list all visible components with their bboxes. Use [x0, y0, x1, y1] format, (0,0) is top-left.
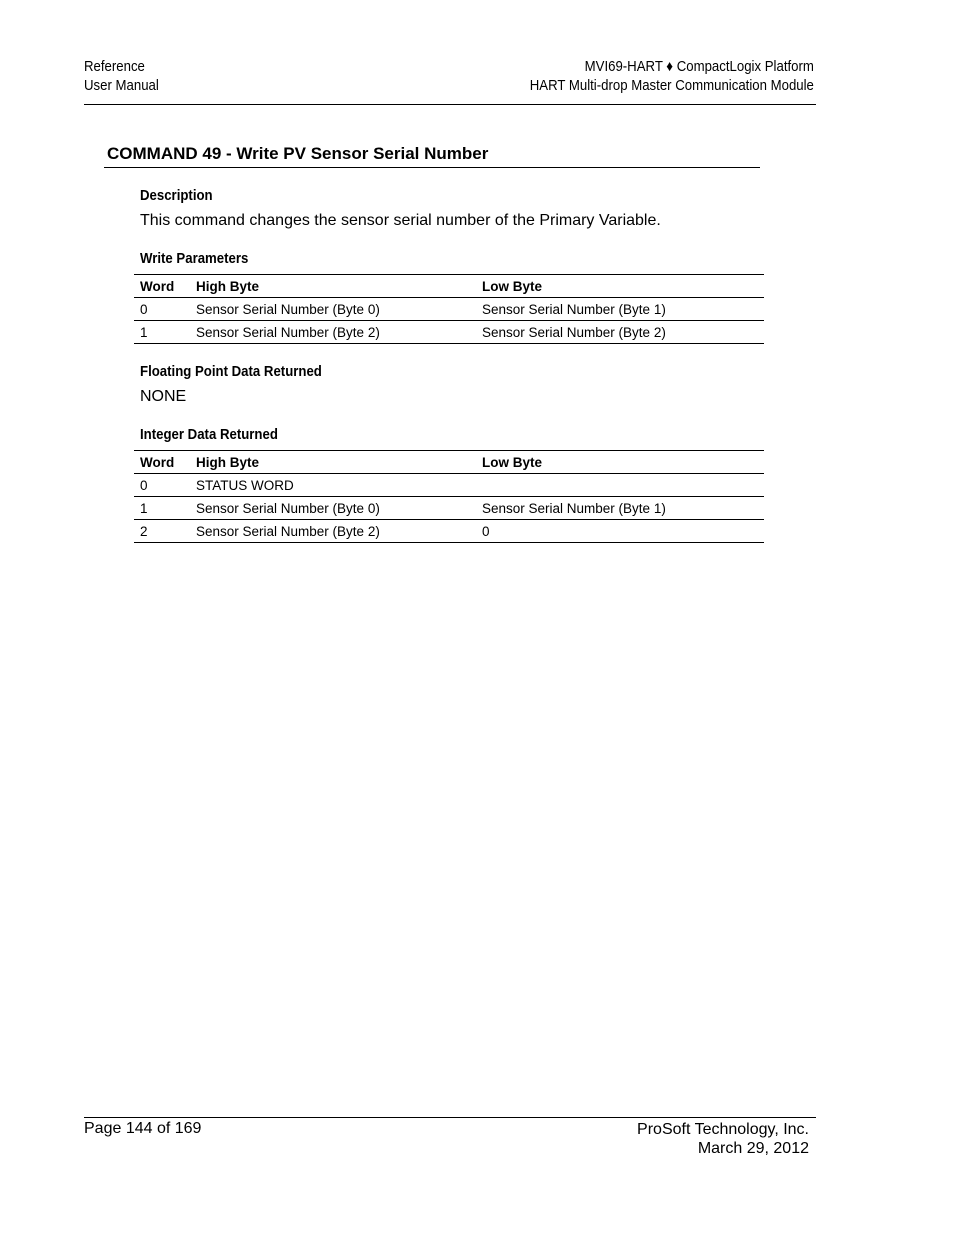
table-cell: Sensor Serial Number (Byte 0) [190, 298, 476, 321]
table-row [134, 520, 764, 543]
table-header-row [134, 451, 764, 474]
table-header-row [134, 275, 764, 298]
description-text: This command changes the sensor serial number of the Primary Variable. [140, 212, 661, 229]
table-cell: 1 [134, 321, 190, 344]
table-cell: 0 [134, 474, 190, 497]
description-heading: Description [140, 187, 213, 204]
column-header: Low Byte [476, 275, 764, 298]
table-row [134, 474, 764, 497]
header-product: MVI69-HART ♦ CompactLogix Platform [584, 58, 814, 75]
table-row [134, 298, 764, 321]
footer-divider [84, 1117, 816, 1118]
company-name: ProSoft Technology, Inc. [637, 1121, 809, 1138]
table-row [134, 497, 764, 520]
table-cell: 2 [134, 520, 190, 543]
header-doc-type: User Manual [84, 77, 159, 94]
table-cell: Sensor Serial Number (Byte 1) [476, 497, 764, 520]
header-module: HART Multi-drop Master Communication Module [529, 77, 814, 94]
table-row [134, 321, 764, 344]
table-cell: 1 [134, 497, 190, 520]
table-cell: Sensor Serial Number (Byte 2) [476, 321, 764, 344]
header-left [84, 57, 159, 95]
float-returned-heading: Floating Point Data Returned [140, 363, 322, 380]
header-divider [84, 104, 816, 105]
table-cell: STATUS WORD [190, 474, 476, 497]
page-number: Page 144 of 169 [84, 1120, 202, 1137]
column-header: Word [134, 275, 190, 298]
title-divider [104, 167, 760, 168]
table-cell: Sensor Serial Number (Byte 2) [190, 520, 476, 543]
column-header: High Byte [190, 275, 476, 298]
column-header: Word [134, 451, 190, 474]
table-cell: 0 [134, 298, 190, 321]
publish-date: March 29, 2012 [697, 1140, 809, 1157]
section-title: COMMAND 49 - Write PV Sensor Serial Number [107, 144, 489, 163]
table-cell [476, 474, 764, 497]
int-returned-table [134, 450, 764, 543]
write-params-heading: Write Parameters [140, 250, 249, 267]
column-header: Low Byte [476, 451, 764, 474]
int-returned-heading: Integer Data Returned [140, 426, 278, 443]
table-cell: 0 [476, 520, 764, 543]
header-right [530, 57, 814, 95]
column-header: High Byte [190, 451, 476, 474]
footer-right [637, 1120, 809, 1158]
float-returned-text: NONE [140, 388, 187, 405]
table-cell: Sensor Serial Number (Byte 1) [476, 298, 764, 321]
table-cell: Sensor Serial Number (Byte 0) [190, 497, 476, 520]
header-section: Reference [84, 58, 145, 75]
write-params-table [134, 274, 764, 344]
table-cell: Sensor Serial Number (Byte 2) [190, 321, 476, 344]
